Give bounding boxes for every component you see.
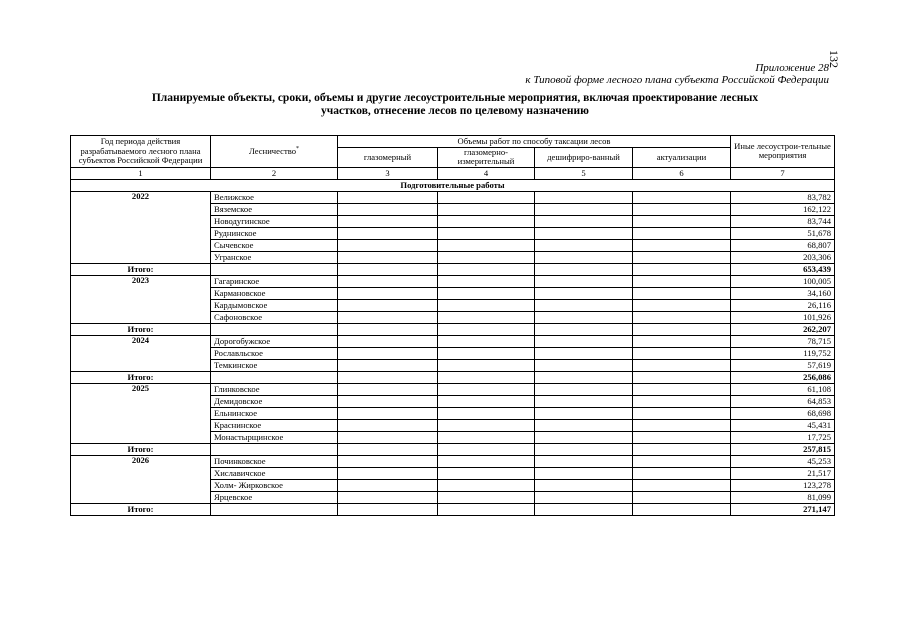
other-measures-value: 64,853: [731, 395, 835, 407]
empty-cell: [338, 227, 438, 239]
empty-cell: [633, 491, 731, 503]
empty-cell: [438, 347, 535, 359]
total-row: [71, 263, 835, 275]
empty-cell: [338, 371, 438, 383]
table-row: [71, 383, 835, 395]
empty-cell: [338, 491, 438, 503]
empty-cell: [338, 431, 438, 443]
total-row: [71, 503, 835, 515]
year-cell: 2024: [71, 335, 211, 371]
forestry-name: Краснинское: [211, 419, 338, 431]
empty-cell: [338, 323, 438, 335]
empty-cell: [338, 287, 438, 299]
total-row: [71, 371, 835, 383]
empty-cell: [211, 443, 338, 455]
forestry-name: Вяземское: [211, 203, 338, 215]
other-measures-value: 34,160: [731, 287, 835, 299]
empty-cell: [633, 479, 731, 491]
empty-cell: [633, 215, 731, 227]
other-measures-value: 119,752: [731, 347, 835, 359]
appendix-reference: к Типовой форме лесного плана субъекта Российской Федерации: [525, 74, 829, 86]
header-visual: глазомерный: [338, 148, 438, 168]
empty-cell: [535, 263, 633, 275]
header-forestry: Лесничество*: [211, 136, 338, 168]
empty-cell: [535, 455, 633, 467]
empty-cell: [438, 263, 535, 275]
empty-cell: [535, 419, 633, 431]
total-label: Итого:: [71, 263, 211, 275]
empty-cell: [438, 383, 535, 395]
empty-cell: [338, 191, 438, 203]
empty-cell: [338, 299, 438, 311]
empty-cell: [535, 275, 633, 287]
empty-cell: [438, 503, 535, 515]
other-measures-value: 83,744: [731, 215, 835, 227]
footnote-mark: *: [296, 145, 300, 152]
header-visual-measuring: глазомерно-измерительный: [438, 148, 535, 168]
empty-cell: [438, 311, 535, 323]
empty-cell: [633, 503, 731, 515]
empty-cell: [438, 407, 535, 419]
forestry-name: Угранское: [211, 251, 338, 263]
empty-cell: [338, 383, 438, 395]
forestry-name: Монастырщинское: [211, 431, 338, 443]
empty-cell: [535, 503, 633, 515]
empty-cell: [438, 443, 535, 455]
section-row: [71, 179, 835, 191]
header-decoded: дешифриро-ванный: [535, 148, 633, 168]
column-numbers-row: [71, 167, 835, 179]
other-measures-value: 123,278: [731, 479, 835, 491]
forestry-name: Кардымовское: [211, 299, 338, 311]
works-table: [70, 135, 835, 516]
forestry-name: Глинковское: [211, 383, 338, 395]
header-row-1: [71, 136, 835, 148]
forestry-name: Рославльское: [211, 347, 338, 359]
forestry-name: Сафоновское: [211, 311, 338, 323]
empty-cell: [535, 215, 633, 227]
empty-cell: [535, 191, 633, 203]
other-measures-value: 26,116: [731, 299, 835, 311]
empty-cell: [438, 299, 535, 311]
total-label: Итого:: [71, 323, 211, 335]
empty-cell: [338, 503, 438, 515]
column-number: 6: [633, 167, 731, 179]
empty-cell: [438, 491, 535, 503]
empty-cell: [535, 335, 633, 347]
empty-cell: [535, 311, 633, 323]
forestry-name: Новодугинское: [211, 215, 338, 227]
empty-cell: [438, 359, 535, 371]
empty-cell: [633, 275, 731, 287]
header-other-measures: Иные лесоустрои-тельные мероприятия: [731, 136, 835, 168]
empty-cell: [338, 359, 438, 371]
empty-cell: [338, 215, 438, 227]
page-number: 132: [827, 50, 841, 68]
appendix-label: Приложение 28: [755, 62, 829, 74]
other-measures-value: 68,807: [731, 239, 835, 251]
other-measures-value: 17,725: [731, 431, 835, 443]
empty-cell: [438, 419, 535, 431]
empty-cell: [633, 407, 731, 419]
total-value: 653,439: [731, 263, 835, 275]
column-number: 7: [731, 167, 835, 179]
total-label: Итого:: [71, 443, 211, 455]
empty-cell: [438, 191, 535, 203]
forestry-name: Дорогобужское: [211, 335, 338, 347]
empty-cell: [633, 443, 731, 455]
other-measures-value: 68,698: [731, 407, 835, 419]
other-measures-value: 61,108: [731, 383, 835, 395]
total-value: 271,147: [731, 503, 835, 515]
empty-cell: [535, 467, 633, 479]
empty-cell: [338, 263, 438, 275]
empty-cell: [438, 323, 535, 335]
header-year-period: Год периода действия разрабатываемого лесного плана субъектов Российской Федерации: [71, 136, 211, 168]
header-actualization: актуализации: [633, 148, 731, 168]
empty-cell: [633, 287, 731, 299]
empty-cell: [633, 395, 731, 407]
empty-cell: [438, 287, 535, 299]
forestry-name: Демидовское: [211, 395, 338, 407]
forestry-name: Хиславичское: [211, 467, 338, 479]
empty-cell: [535, 371, 633, 383]
table-row: [71, 191, 835, 203]
other-measures-value: 57,619: [731, 359, 835, 371]
empty-cell: [633, 455, 731, 467]
empty-cell: [535, 239, 633, 251]
empty-cell: [633, 419, 731, 431]
empty-cell: [438, 251, 535, 263]
empty-cell: [338, 407, 438, 419]
total-label: Итого:: [71, 503, 211, 515]
empty-cell: [438, 431, 535, 443]
title-line-1: Планируемые объекты, сроки, объемы и другие лесоустроительные мероприятия, включая проектирование лесных: [151, 92, 759, 104]
empty-cell: [633, 263, 731, 275]
empty-cell: [338, 479, 438, 491]
empty-cell: [535, 347, 633, 359]
empty-cell: [535, 287, 633, 299]
other-measures-value: 203,306: [731, 251, 835, 263]
empty-cell: [338, 335, 438, 347]
forestry-name: Ярцевское: [211, 491, 338, 503]
forestry-name: Руднинское: [211, 227, 338, 239]
empty-cell: [211, 323, 338, 335]
empty-cell: [211, 503, 338, 515]
empty-cell: [338, 203, 438, 215]
empty-cell: [633, 431, 731, 443]
other-measures-value: 101,926: [731, 311, 835, 323]
empty-cell: [633, 251, 731, 263]
table-row: [71, 455, 835, 467]
year-cell: 2025: [71, 383, 211, 443]
total-row: [71, 323, 835, 335]
empty-cell: [438, 239, 535, 251]
other-measures-value: 21,517: [731, 467, 835, 479]
empty-cell: [535, 251, 633, 263]
column-number: 3: [338, 167, 438, 179]
empty-cell: [633, 239, 731, 251]
column-number: 2: [211, 167, 338, 179]
empty-cell: [633, 383, 731, 395]
forestry-name: Велижское: [211, 191, 338, 203]
empty-cell: [338, 467, 438, 479]
empty-cell: [438, 371, 535, 383]
title-line-2: участков, отнесение лесов по целевому назначению: [321, 105, 589, 117]
forestry-name: Ельнинское: [211, 407, 338, 419]
column-number: 4: [438, 167, 535, 179]
empty-cell: [338, 311, 438, 323]
empty-cell: [338, 395, 438, 407]
year-cell: 2022: [71, 191, 211, 263]
empty-cell: [338, 239, 438, 251]
empty-cell: [338, 419, 438, 431]
empty-cell: [535, 227, 633, 239]
empty-cell: [535, 323, 633, 335]
empty-cell: [438, 203, 535, 215]
forestry-name: Сычевское: [211, 239, 338, 251]
empty-cell: [438, 275, 535, 287]
total-row: [71, 443, 835, 455]
document-title: [90, 92, 820, 118]
other-measures-value: 45,253: [731, 455, 835, 467]
empty-cell: [535, 443, 633, 455]
empty-cell: [338, 347, 438, 359]
empty-cell: [535, 395, 633, 407]
empty-cell: [338, 455, 438, 467]
empty-cell: [338, 275, 438, 287]
appendix-header: [525, 62, 829, 86]
empty-cell: [338, 443, 438, 455]
forestry-name: Кармановское: [211, 287, 338, 299]
other-measures-value: 81,099: [731, 491, 835, 503]
empty-cell: [535, 383, 633, 395]
empty-cell: [633, 347, 731, 359]
empty-cell: [633, 299, 731, 311]
empty-cell: [535, 299, 633, 311]
empty-cell: [211, 263, 338, 275]
column-number: 5: [535, 167, 633, 179]
other-measures-value: 100,005: [731, 275, 835, 287]
empty-cell: [633, 335, 731, 347]
forestry-name: Темкинское: [211, 359, 338, 371]
other-measures-value: 78,715: [731, 335, 835, 347]
empty-cell: [535, 491, 633, 503]
year-cell: 2023: [71, 275, 211, 323]
forestry-name: Холм- Жирковское: [211, 479, 338, 491]
other-measures-value: 45,431: [731, 419, 835, 431]
empty-cell: [438, 335, 535, 347]
empty-cell: [535, 359, 633, 371]
table-row: [71, 275, 835, 287]
header-taxation-group: Объемы работ по способу таксации лесов: [338, 136, 731, 148]
empty-cell: [338, 251, 438, 263]
empty-cell: [535, 479, 633, 491]
empty-cell: [633, 359, 731, 371]
empty-cell: [633, 467, 731, 479]
table-row: [71, 335, 835, 347]
empty-cell: [633, 203, 731, 215]
empty-cell: [633, 191, 731, 203]
other-measures-value: 162,122: [731, 203, 835, 215]
total-value: 256,086: [731, 371, 835, 383]
empty-cell: [438, 227, 535, 239]
total-label: Итого:: [71, 371, 211, 383]
total-value: 257,815: [731, 443, 835, 455]
empty-cell: [633, 311, 731, 323]
empty-cell: [633, 323, 731, 335]
forestry-name: Гагаринское: [211, 275, 338, 287]
other-measures-value: 83,782: [731, 191, 835, 203]
total-value: 262,207: [731, 323, 835, 335]
other-measures-value: 51,678: [731, 227, 835, 239]
empty-cell: [438, 455, 535, 467]
empty-cell: [633, 371, 731, 383]
empty-cell: [438, 215, 535, 227]
empty-cell: [438, 467, 535, 479]
section-title: Подготовительные работы: [71, 179, 835, 191]
empty-cell: [535, 203, 633, 215]
empty-cell: [438, 395, 535, 407]
empty-cell: [535, 407, 633, 419]
column-number: 1: [71, 167, 211, 179]
empty-cell: [633, 227, 731, 239]
empty-cell: [211, 371, 338, 383]
empty-cell: [535, 431, 633, 443]
forestry-name: Починковское: [211, 455, 338, 467]
empty-cell: [438, 479, 535, 491]
year-cell: 2026: [71, 455, 211, 503]
